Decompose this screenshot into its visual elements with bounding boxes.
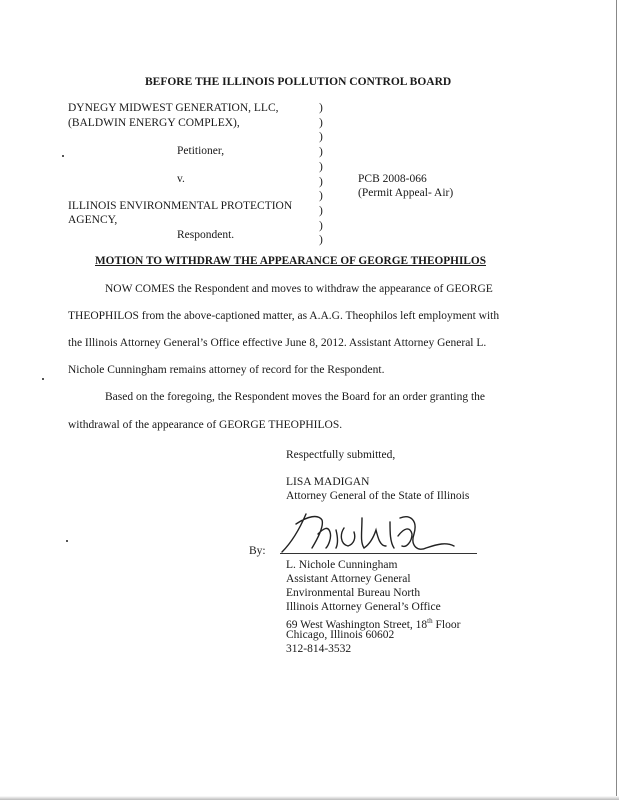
attorney-general-title: Attorney General of the State of Illinois [286, 490, 470, 502]
motion-title: MOTION TO WITHDRAW THE APPEARANCE OF GEORGE THEOPHILOS [95, 255, 486, 267]
office-name: Illinois Attorney General’s Office [286, 601, 441, 613]
versus-label: v. [177, 173, 185, 185]
board-title: BEFORE THE ILLINOIS POLLUTION CONTROL BOARD [145, 76, 452, 88]
scan-bottom-edge [0, 796, 619, 800]
petitioner-name-line2: (BALDWIN ENERGY COMPLEX), [68, 117, 240, 129]
by-label: By: [249, 545, 266, 557]
scan-speck [42, 378, 44, 380]
respondent-label: Respondent. [177, 229, 235, 241]
attorney-general-name: LISA MADIGAN [286, 476, 370, 488]
floor-superscript: th [427, 617, 433, 625]
paren: ) [319, 204, 323, 217]
petitioner-name-line1: DYNEGY MIDWEST GENERATION, LLC, [68, 102, 279, 114]
case-number: PCB 2008-066 [358, 173, 427, 185]
paren: ) [319, 131, 323, 144]
paren: ) [319, 190, 323, 203]
signature-line [280, 553, 477, 554]
scan-speck [66, 540, 68, 542]
paren: ) [319, 146, 323, 159]
caption-parenthesis-column [319, 101, 323, 248]
signer-name: L. Nichole Cunningham [286, 559, 398, 571]
signer-title: Assistant Attorney General [286, 573, 411, 585]
body-para1-line1: NOW COMES the Respondent and moves to withdraw the appearance of GEORGE [105, 283, 493, 295]
paren: ) [319, 175, 323, 188]
body-para2-line2: withdrawal of the appearance of GEORGE THEOPHILOS. [68, 419, 343, 431]
office-city: Chicago, Illinois 60602 [286, 629, 395, 641]
respondent-name-line2: AGENCY, [68, 214, 118, 226]
body-para1-line3: the Illinois Attorney General’s Office effective June 8, 2012. Assistant Attorney General L. [68, 337, 487, 349]
paren: ) [319, 219, 323, 232]
scan-edge [616, 0, 617, 800]
body-para2-line1: Based on the foregoing, the Respondent moves the Board for an order granting the [105, 391, 486, 403]
handwritten-signature [278, 508, 478, 558]
respondent-name-line1: ILLINOIS ENVIRONMENTAL PROTECTION [68, 200, 293, 212]
street-text: 69 West Washington Street, 18 [286, 618, 428, 631]
respectfully-submitted: Respectfully submitted, [286, 449, 396, 461]
office-phone: 312-814-3532 [286, 643, 352, 655]
petitioner-label: Petitioner, [177, 145, 225, 157]
paren: ) [319, 116, 323, 129]
paren: ) [319, 160, 323, 173]
signature-graphic [278, 508, 478, 558]
bureau-name: Environmental Bureau North [286, 587, 421, 599]
paren: ) [319, 102, 323, 114]
body-para1-line2: THEOPHILOS from the above-captioned matter, as A.A.G. Theophilos left employment with [68, 310, 500, 322]
floor-text: Floor [432, 618, 461, 631]
body-para1-line4: Nichole Cunningham remains attorney of record for the Respondent. [68, 364, 385, 376]
scan-speck [62, 155, 64, 157]
paren: ) [319, 234, 323, 247]
case-type: (Permit Appeal- Air) [358, 187, 454, 199]
